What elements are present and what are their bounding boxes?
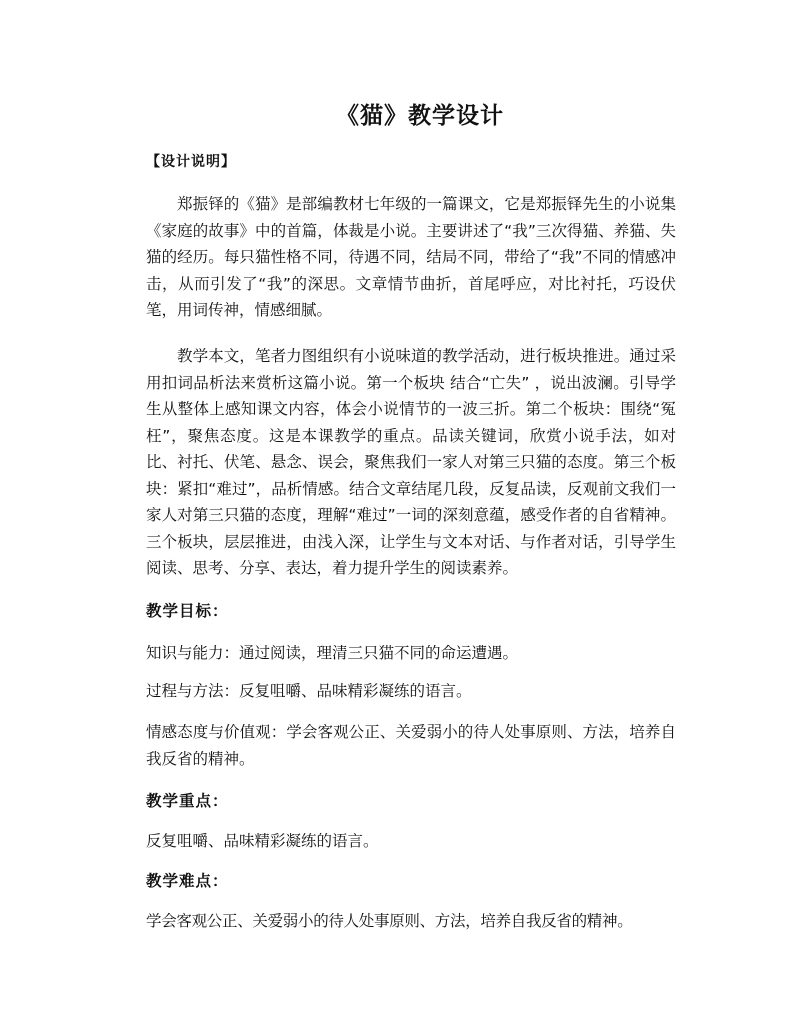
difficulties-text: 学会客观公正、关爱弱小的待人处事原则、方法，培养自我反省的精神。 xyxy=(146,912,633,930)
goal-process: 过程与方法：反复咀嚼、品味精彩凝练的语言。 xyxy=(146,682,472,700)
goal-emotion: 情感态度与价值观：学会客观公正、关爱弱小的待人处事原则、方法，培养自我反省的精神。 xyxy=(146,723,676,768)
heading-difficulties: 教学难点： xyxy=(146,872,229,890)
paragraph-teaching-approach: 教学本文，笔者力图组织有小说味道的教学活动，进行板块推进。通过采用扣词品析法来赏析这篇小说。第一个板块 结合“亡失” ，说出波澜。引导学生从整体上感知课文内容，体会小说情节的一波三折。第二个板块：围绕“冤枉”，聚焦态度。这是本课教学的重点。品读关键词，欣赏小说手法，如对比、衬托、伏笔、悬念、误会，聚焦我们一家人对第三只猫的态度。第三个板块：紧扣“难过”，品析情感。结合文章结尾几段，反复品读，反观前文我们一家人对第三只猫的态度，理解“难过”一词的深刻意蕴，感受作者的自省精神。三个板块，层层推进，由浅入深，让学生与文本对话、与作者对话，引导学生阅读、思考、分享、表达，着力提升学生的阅读素养。 xyxy=(146,347,676,577)
heading-key-points: 教学重点： xyxy=(146,792,229,810)
heading-teaching-goals: 教学目标： xyxy=(146,602,229,620)
section-label-design-notes: 【设计说明】 xyxy=(146,154,236,170)
document-title: 《猫》教学设计 xyxy=(336,103,504,129)
key-points-text: 反复咀嚼、品味精彩凝练的语言。 xyxy=(146,832,379,850)
goal-knowledge: 知识与能力：通过阅读，理清三只猫不同的命运遭遇。 xyxy=(146,644,519,662)
paragraph-intro: 郑振铎的《猫》是部编教材七年级的一篇课文，它是郑振铎先生的小说集《家庭的故事》中的首篇，体裁是小说。主要讲述了“我”三次得猫、养猫、失猫的经历。每只猫性格不同，待遇不同，结局不同，带给了“我”不同的情感冲击，从而引发了“我”的深思。文章情节曲折，首尾呼应，对比衬托，巧设伏笔，用词传神，情感细腻。 xyxy=(146,195,676,319)
